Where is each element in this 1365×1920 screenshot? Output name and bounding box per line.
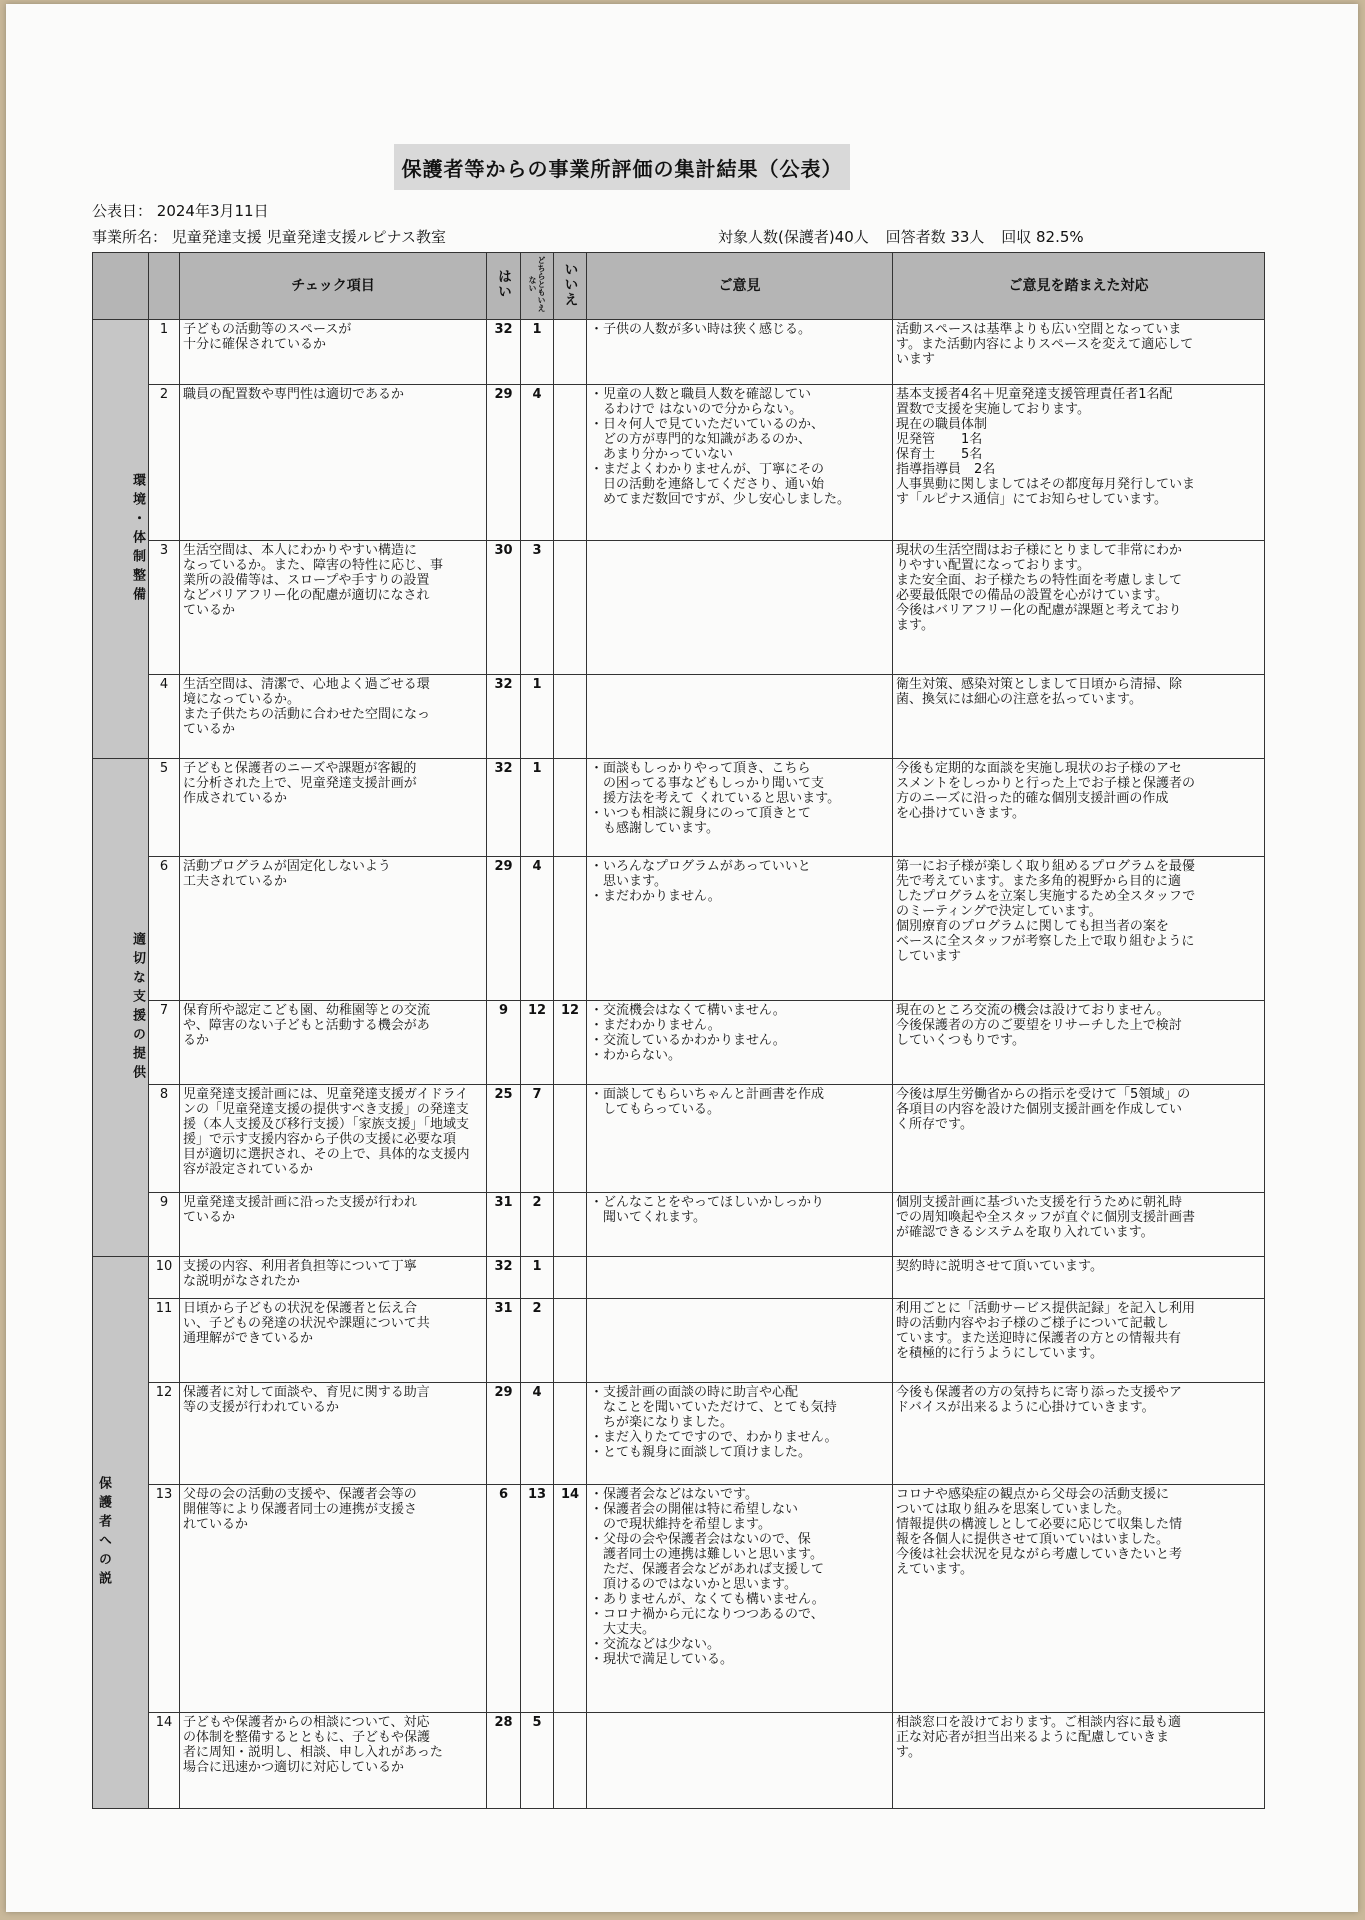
opinion-line: 護者同士の連携は難しいと思います。 — [590, 1547, 823, 1562]
opinion-line: ・現状で満足している。 — [590, 1652, 734, 1667]
opinion-line: ・わからない。 — [590, 1048, 682, 1063]
response-line: 衛生対策、感染対策としまして日頃から清掃、除 — [896, 677, 1183, 692]
response-line: 情報提供の構渡しとして必要に応じて収集した情 — [896, 1517, 1183, 1532]
neutral-count: 4 — [521, 1383, 554, 1485]
response-cell — [893, 1193, 1265, 1257]
check-item: 支援の内容、利用者負担等について丁寧 な説明がなされたか — [180, 1257, 487, 1299]
check-item: 児童発達支援計画に沿った支援が行われ ているか — [180, 1193, 487, 1257]
opinion-line: ・面談もしっかりやって頂き、こちら — [590, 761, 811, 776]
opinion-line: 聞いてくれます。 — [590, 1210, 706, 1225]
check-item: 子どもと保護者のニーズや課題が客観的 に分析された上で、児童発達支援計画が 作成されているか — [180, 759, 487, 857]
opinion-cell — [587, 1085, 893, 1193]
response-cell — [893, 1383, 1265, 1485]
office-name-label: 事業所名： — [92, 228, 168, 246]
opinion-line: の困ってる事などもしっかり聞いて支 — [590, 776, 825, 791]
yes-count: 31 — [487, 1193, 521, 1257]
yes-count: 6 — [487, 1485, 521, 1713]
opinion-line: ・面談してもらいちゃんと計画書を作成 — [590, 1087, 825, 1102]
opinion-line: ・保護者会の開催は特に希望しない — [590, 1502, 799, 1517]
item-number: 9 — [149, 1193, 180, 1257]
document-page — [6, 4, 1358, 1912]
response-line: す「ルピナス通信」にてお知らせしています。 — [896, 492, 1168, 507]
response-line: ています。また送迎時に保護者の方との情報共有 — [896, 1331, 1181, 1346]
office-name: 児童発達支援 児童発達支援ルピナス教室 — [171, 228, 446, 246]
check-item: 保護者に対して面談や、育児に関する助言 等の支援が行われているか — [180, 1383, 487, 1485]
response-line: 基本支援者4名＋児童発達支援管理責任者1名配 — [896, 387, 1173, 402]
item-number: 13 — [149, 1485, 180, 1713]
no-count: 12 — [554, 1001, 587, 1085]
opinion-line: なことを聞いていただけて、とても気持 — [590, 1400, 837, 1415]
response-cell — [893, 857, 1265, 1001]
yes-count: 31 — [487, 1299, 521, 1383]
response-cell — [893, 675, 1265, 759]
response-cell — [893, 759, 1265, 857]
opinion-line: ・保護者会などはないです。 — [590, 1487, 758, 1502]
neutral-count: 1 — [521, 1257, 554, 1299]
opinion-cell — [587, 1485, 893, 1713]
item-number: 10 — [149, 1257, 180, 1299]
response-line: 菌、換気には細心の注意を払っています。 — [896, 692, 1142, 707]
response-cell — [893, 1299, 1265, 1383]
target-count: 対象人数(保護者)40人 — [718, 228, 869, 246]
header-response: ご意見を踏まえた対応 — [893, 253, 1265, 320]
table-row — [93, 675, 1265, 759]
response-line: 方のニーズに沿った的確な個別支援計画の作成 — [896, 791, 1169, 806]
check-item: 職員の配置数や専門性は適切であるか — [180, 385, 487, 541]
opinion-line: 援方法を考えて くれていると思います。 — [590, 791, 841, 806]
opinion-line: ・子供の人数が多い時は狭く感じる。 — [590, 322, 812, 337]
no-count — [554, 541, 587, 675]
response-line: ドバイスが出来るように心掛けていきます。 — [896, 1400, 1155, 1415]
header-opinion: ご意見 — [587, 253, 893, 320]
response-line: 今後も定期的な面談を実施し現状のお子様のアセ — [896, 761, 1182, 776]
publish-date: 2024年3月11日 — [156, 202, 269, 220]
opinion-line: 日の活動を連絡してくださり、通い始 — [590, 477, 825, 492]
no-count — [554, 1299, 587, 1383]
response-line: 今後保護者の方のご要望をリサーチした上で検討 — [896, 1018, 1182, 1033]
opinion-cell — [587, 385, 893, 541]
opinion-line: ・まだわかりません。 — [590, 1018, 721, 1033]
opinion-line: ・コロナ禍から元になりつつあるので、 — [590, 1607, 824, 1622]
header-number — [149, 253, 180, 320]
response-cell — [893, 385, 1265, 541]
response-line: 現在のところ交流の機会は設けておりません。 — [896, 1003, 1170, 1018]
opinion-cell — [587, 1299, 893, 1383]
header-category — [93, 253, 149, 320]
response-line: えています。 — [896, 1562, 973, 1577]
table-row — [93, 1383, 1265, 1485]
response-line: したプログラムを立案し実施するため全スタッフで — [896, 889, 1196, 904]
opinion-line: ・交流しているかわかりません。 — [590, 1033, 786, 1048]
opinion-line: 頂けるのではないかと思います。 — [590, 1577, 797, 1592]
neutral-count: 5 — [521, 1713, 554, 1809]
opinion-line: あまり分かっていない — [590, 447, 734, 462]
yes-count: 32 — [487, 1257, 521, 1299]
response-line: く所存です。 — [896, 1117, 973, 1132]
item-number: 14 — [149, 1713, 180, 1809]
response-line: 先で考えています。また多角的視野から目的に適 — [896, 874, 1181, 889]
neutral-count: 1 — [521, 759, 554, 857]
table-row — [93, 541, 1265, 675]
neutral-count: 7 — [521, 1085, 554, 1193]
no-count — [554, 1383, 587, 1485]
response-line: ついては取り組みを思案していました。 — [896, 1502, 1131, 1517]
category-cell: 環境・体制整備 — [93, 320, 149, 759]
neutral-count: 1 — [521, 320, 554, 385]
office-name-line — [92, 226, 446, 247]
check-item: 日頃から子どもの状況を保護者と伝え合 い、子どもの発達の状況や課題について共 通理解ができているか — [180, 1299, 487, 1383]
opinion-cell — [587, 675, 893, 759]
header-no-label: いいえ — [562, 261, 579, 307]
opinion-line: ・日々何人で見ていただいているのか、 — [590, 417, 825, 432]
opinion-line: ちが楽になりました。 — [590, 1415, 734, 1430]
response-line: ベースに全スタッフが考察した上で取り組むように — [896, 934, 1195, 949]
table-row — [93, 320, 1265, 385]
response-line: 個別支援計画に基づいた支援を行うために朝礼時 — [896, 1195, 1183, 1210]
response-line: 今後は社会状況を見ながら考慮していきたいと考 — [896, 1547, 1183, 1562]
table-body — [93, 320, 1265, 1809]
opinion-line: ・支援計画の面談の時に助言や心配 — [590, 1385, 799, 1400]
response-line: を心掛けていきます。 — [896, 806, 1025, 821]
item-number: 7 — [149, 1001, 180, 1085]
table-row — [93, 1001, 1265, 1085]
response-line: 時の活動内容やお子様のご様子について記載し — [896, 1316, 1169, 1331]
response-line: スメントをしっかりと行った上でお子様と保護者の — [896, 776, 1196, 791]
table-header-row — [93, 253, 1265, 320]
check-item: 子どもの活動等のスペースが 十分に確保されているか — [180, 320, 487, 385]
check-item: 子どもや保護者からの相談について、対応 の体制を整備するとともに、子どもや保護 者に周知・説明し、相談、申し入れがあった 場合に迅速かつ適切に対応しているか — [180, 1713, 487, 1809]
opinion-line: ・いつも相談に親身にのって頂きとて — [590, 806, 811, 821]
yes-count: 9 — [487, 1001, 521, 1085]
opinion-cell — [587, 1383, 893, 1485]
no-count — [554, 1085, 587, 1193]
yes-count: 30 — [487, 541, 521, 675]
response-line: を積極的に行うようにしています。 — [896, 1346, 1103, 1361]
table-row — [93, 857, 1265, 1001]
publish-date-label: 公表日： — [92, 202, 153, 220]
yes-count: 32 — [487, 759, 521, 857]
opinion-cell — [587, 541, 893, 675]
header-check-item: チェック項目 — [180, 253, 487, 320]
table-row — [93, 385, 1265, 541]
no-count — [554, 385, 587, 541]
response-cell — [893, 541, 1265, 675]
header-yes-label: はい — [496, 269, 512, 299]
opinion-cell — [587, 759, 893, 857]
opinion-line: ・まだ入りたてですので、わかりません。 — [590, 1430, 838, 1445]
yes-count: 29 — [487, 1383, 521, 1485]
no-count — [554, 1257, 587, 1299]
check-item: 活動プログラムが固定化しないよう 工夫されているか — [180, 857, 487, 1001]
opinion-line: めてまだ数回ですが、少し安心しました。 — [590, 492, 851, 507]
opinion-line: ・まだわかりません。 — [590, 889, 721, 904]
header-no — [554, 253, 587, 320]
response-line: 現在の職員体制 — [896, 417, 988, 432]
check-item: 児童発達支援計画には、児童発達支援ガイドライ ンの「児童発達支援の提供すべき支援」の発達支 援（本人支援及び移行支援）「家族支援」「地域支 援」で示す支援内容から子供の支援に必要な項 目が適切に選択され、その上で、具体的な支援内 容が設定されているか — [180, 1085, 487, 1193]
no-count — [554, 1713, 587, 1809]
item-number: 4 — [149, 675, 180, 759]
response-line: ます。 — [896, 618, 934, 633]
table-row — [93, 1299, 1265, 1383]
item-number: 1 — [149, 320, 180, 385]
opinion-line: 思います。 — [590, 874, 667, 889]
response-line: 今後も保護者の方の気持ちに寄り添った支援やア — [896, 1385, 1183, 1400]
check-item: 保育所や認定こども園、幼稚園等との交流 や、障害のない子どもと活動する機会があ るか — [180, 1001, 487, 1085]
response-line: りやすい配置になっております。 — [896, 558, 1090, 573]
yes-count: 32 — [487, 675, 521, 759]
opinion-line: ・いろんなプログラムがあっていいと — [590, 859, 811, 874]
neutral-count: 4 — [521, 385, 554, 541]
response-line: また安全面、お子様たちの特性面を考慮しまして — [896, 573, 1183, 588]
response-line: 利用ごとに「活動サービス提供記録」を記入し利用 — [896, 1301, 1196, 1316]
neutral-count: 1 — [521, 675, 554, 759]
neutral-count: 2 — [521, 1299, 554, 1383]
response-line: 今後はバリアフリー化の配慮が課題と考えており — [896, 603, 1182, 618]
yes-count: 29 — [487, 857, 521, 1001]
response-line: 置数で支援を実施しております。 — [896, 402, 1090, 417]
response-line: 第一にお子様が楽しく取り組めるプログラムを最優 — [896, 859, 1195, 874]
opinion-cell — [587, 1001, 893, 1085]
table-row — [93, 1085, 1265, 1193]
response-line: コロナや感染症の観点から父母会の活動支援に — [896, 1487, 1170, 1502]
header-yes — [487, 253, 521, 320]
response-cell — [893, 1713, 1265, 1809]
header-neutral-label: どちらともいえない — [528, 256, 546, 312]
category-cell: 保護者への説 — [93, 1257, 149, 1809]
neutral-count: 3 — [521, 541, 554, 675]
neutral-count: 12 — [521, 1001, 554, 1085]
response-line: 現状の生活空間はお子様にとりまして非常にわか — [896, 543, 1183, 558]
check-item: 生活空間は、清潔で、心地よく過ごせる環 境になっているか。 また子供たちの活動に合わせた空間になっ ているか — [180, 675, 487, 759]
response-line: 報を各個人に提供させて頂いていはいました。 — [896, 1532, 1170, 1547]
opinion-line: ・まだよくわかりませんが、丁寧にその — [590, 462, 825, 477]
response-line: 人事異動に関しましてはその都度毎月発行していま — [896, 477, 1196, 492]
response-cell — [893, 1257, 1265, 1299]
opinion-line: ただ、保護者会などがあれば支援して — [590, 1562, 825, 1577]
evaluation-table — [92, 252, 1265, 1809]
response-line: 保育士 5名 — [896, 447, 983, 462]
yes-count: 32 — [487, 320, 521, 385]
yes-count: 28 — [487, 1713, 521, 1809]
publish-date-line — [92, 200, 269, 221]
response-line: していくつもりです。 — [896, 1033, 1025, 1048]
response-line: のミーティングで決定しています。 — [896, 904, 1102, 919]
opinion-cell — [587, 857, 893, 1001]
neutral-count: 13 — [521, 1485, 554, 1713]
table-row — [93, 1257, 1265, 1299]
response-line: 相談窓口を設けております。ご相談内容に最も適 — [896, 1715, 1181, 1730]
opinion-line: ・交流機会はなくて構いません。 — [590, 1003, 786, 1018]
response-cell — [893, 320, 1265, 385]
no-count — [554, 320, 587, 385]
opinion-line: 大丈夫。 — [590, 1622, 656, 1637]
response-line: 児発管 1名 — [896, 432, 983, 447]
neutral-count: 2 — [521, 1193, 554, 1257]
item-number: 11 — [149, 1299, 180, 1383]
opinion-line: ・とても親身に面談して頂けました。 — [590, 1445, 812, 1460]
category-cell: 適切な支援の提供 — [93, 759, 149, 1257]
no-count — [554, 857, 587, 1001]
table-row — [93, 1193, 1265, 1257]
opinion-line: ので現状維持を希望します。 — [590, 1517, 771, 1532]
item-number: 3 — [149, 541, 180, 675]
opinion-line: るわけで はないので分からない。 — [590, 402, 803, 417]
response-line: での周知喚起や全スタッフが直ぐに個別支援計画書 — [896, 1210, 1196, 1225]
opinion-cell — [587, 1257, 893, 1299]
response-line: 正な対応者が担当出来るように配慮していきま — [896, 1730, 1170, 1745]
opinion-line: ・どんなことをやってほしいかしっかり — [590, 1195, 825, 1210]
response-line: 活動スペースは基準よりも広い空間となっていま — [896, 322, 1182, 337]
header-neutral — [521, 253, 554, 320]
response-line: 契約時に説明させて頂いています。 — [896, 1259, 1103, 1274]
opinion-cell — [587, 1193, 893, 1257]
opinion-line: ・交流などは少ない。 — [590, 1637, 721, 1652]
item-number: 2 — [149, 385, 180, 541]
response-line: しています — [896, 949, 962, 964]
no-count: 14 — [554, 1485, 587, 1713]
check-item: 生活空間は、本人にわかりやすい構造に なっているか。また、障害の特性に応じ、事 業所の設備等は、スロープや手すりの設置 などバリアフリー化の配慮が適切になされ ているか — [180, 541, 487, 675]
no-count — [554, 759, 587, 857]
table-row — [93, 759, 1265, 857]
opinion-line: ・父母の会や保護者会はないので、保 — [590, 1532, 811, 1547]
check-item: 父母の会の活動の支援や、保護者会等の 開催等により保護者同士の連携が支援さ れているか — [180, 1485, 487, 1713]
response-cell — [893, 1001, 1265, 1085]
response-line: す。また活動内容によりスペースを変えて適応して — [896, 337, 1194, 352]
response-summary — [718, 226, 1096, 247]
document-title: 保護者等からの事業所評価の集計結果（公表） — [394, 144, 850, 190]
response-line: 指導指導員 2名 — [896, 462, 996, 477]
response-line: 個別療育のプログラムに関しても担当者の案を — [896, 919, 1169, 934]
item-number: 6 — [149, 857, 180, 1001]
opinion-line: どの方が専門的な知識があるのか、 — [590, 432, 812, 447]
recovery-rate: 回収 82.5% — [1001, 228, 1084, 246]
table-row — [93, 1485, 1265, 1713]
response-line: います — [896, 352, 936, 367]
response-cell — [893, 1485, 1265, 1713]
response-cell — [893, 1085, 1265, 1193]
opinion-cell — [587, 1713, 893, 1809]
opinion-cell — [587, 320, 893, 385]
item-number: 5 — [149, 759, 180, 857]
no-count — [554, 675, 587, 759]
opinion-line: してもらっている。 — [590, 1102, 721, 1117]
response-line: 必要最低限での備品の設置を心がけています。 — [896, 588, 1168, 603]
response-line: が確認できるシステムを取り入れています。 — [896, 1225, 1154, 1240]
response-line: 各項目の内容を設けた個別支援計画を作成してい — [896, 1102, 1183, 1117]
opinion-line: ・児童の人数と職員人数を確認してい — [590, 387, 812, 402]
yes-count: 29 — [487, 385, 521, 541]
item-number: 12 — [149, 1383, 180, 1485]
opinion-line: ・ありませんが、なくても構いません。 — [590, 1592, 825, 1607]
response-line: す。 — [896, 1745, 921, 1760]
neutral-count: 4 — [521, 857, 554, 1001]
item-number: 8 — [149, 1085, 180, 1193]
response-line: 今後は厚生労働省からの指示を受けて「5領域」の — [896, 1087, 1191, 1102]
opinion-line: も感謝しています。 — [590, 821, 719, 836]
no-count — [554, 1193, 587, 1257]
table-row — [93, 1713, 1265, 1809]
answered-count: 回答者数 33人 — [885, 228, 985, 246]
yes-count: 25 — [487, 1085, 521, 1193]
